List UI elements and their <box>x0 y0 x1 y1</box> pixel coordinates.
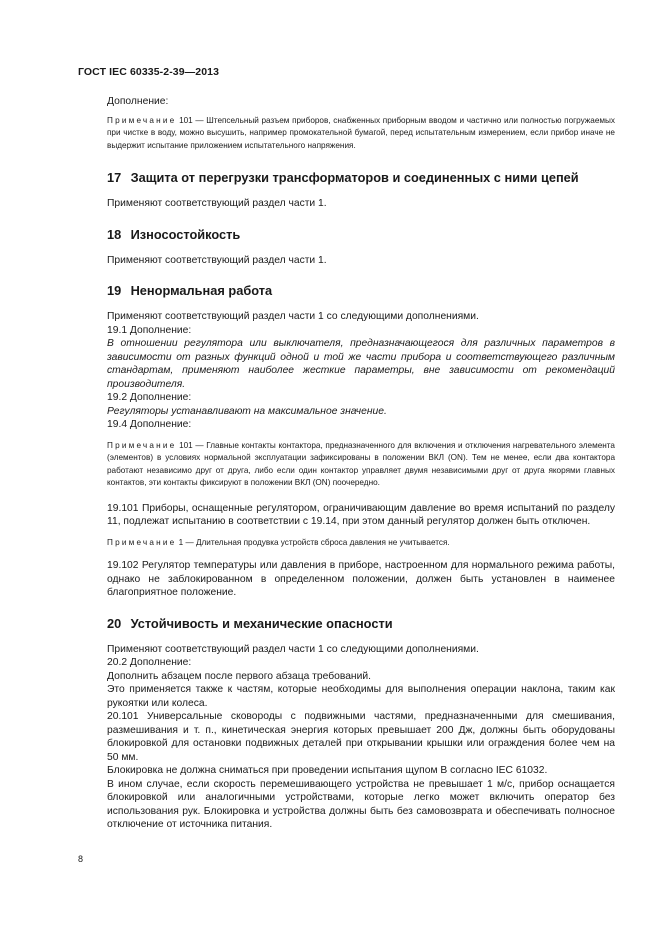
paragraph-addition: Дополнение: <box>107 96 169 107</box>
section-20-heading <box>107 616 615 631</box>
note-text: 101 — Главные контакты контактора, предназначенного для включения и отключения нагревательного элемента (элементов) в условиях нормальной эксплуатации зафиксированы в положении ВКЛ (ON). Тем не менее, если два контактора работают независимо друг от друга, либо если один контактор управляет двумя независимыми друг от друга якорями главных контактов, эти контакты фиксируют в положении ВКЛ (ON) поочередно. <box>107 440 615 487</box>
clause-20-2-extra: Это применяется также к частям, которые необходимы для выполнения операции наклона, таким как рукоятки или колеса. <box>107 684 615 709</box>
paragraph-apply-part1: Применяют соответствующий раздел части 1. <box>107 198 327 209</box>
section-number: 17 <box>107 170 122 185</box>
section-number: 20 <box>107 615 122 631</box>
section-number: 19 <box>107 283 122 298</box>
note-text: 101 — Штепсельный разъем приборов, снабженных приборным вводом и частично или полностью погружаемых при чистке в воду, можно высушить, например промокательной бумагой, перед испытательным измерением, если прибор иначе не выдержит испытание приложением испытательного напряжения. <box>107 115 615 150</box>
document-body <box>107 95 615 832</box>
clause-19-1-text: В отношении регулятора или выключателя, предназначающегося для различных параметров в зависимости от разных функций одной и той же части прибора и соответствующего различным стандартам, применяют наиболее жесткие параметры, вне зависимости от рекомендаций производителя. <box>107 338 615 390</box>
clause-19-2: 19.2 Дополнение: <box>107 392 192 403</box>
note-1-pressure <box>107 537 615 550</box>
clause-19-2-text: Регуляторы устанавливают на максимальное значение. <box>107 405 387 417</box>
paragraph-apply-additions: Применяют соответствующий раздел части 1 со следующими дополнениями. <box>107 643 479 655</box>
note-label: Примечание <box>107 537 177 547</box>
page-number: 8 <box>78 854 84 864</box>
document-header: ГОСТ IEC 60335-2-39—2013 <box>78 66 220 78</box>
clause-19-101: 19.101 Приборы, оснащенные регулятором, ограничивающим давление во время испытаний по разделу 11, подлежат испытанию в соответствии с 19.14, при этом данный регулятор должен быть отключен. <box>107 502 615 527</box>
clause-20-101-interlock: Блокировка не должна сниматься при проведении испытания щупом B согласно IEC 61032. <box>107 765 548 776</box>
clause-20-2-text: Дополнить абзацем после первого абзаца требований. <box>107 670 371 682</box>
clause-20-101-alternative: В ином случае, если скорость перемешивающего устройства не превышает 1 м/с, прибор оснащается блокировкой или аналогичными устройствами, которые легко может включить оператор без использования рук. Блокировка и устройства должны быть без самовозврата и обеспечивать полносное отключение от источника питания. <box>107 778 615 830</box>
section-title: Устойчивость и механические опасности <box>130 615 393 631</box>
note-101-contactor <box>107 440 615 490</box>
clause-20-101: 20.101 Универсальные сковороды с подвижными частями, предназначенными для смешивания, размешивания и т. п., кинетическая энергия которых превышает 200 Дж, должны быть оборудованы блокировкой для остановки подвижных деталей при открывании крышки или ограждения более чем на 50 мм. <box>107 711 615 763</box>
section-19-heading <box>107 283 615 298</box>
section-title: Защита от перегрузки трансформаторов и соединенных с ними цепей <box>130 170 579 185</box>
section-18-heading <box>107 227 615 242</box>
section-title: Износостойкость <box>130 226 241 242</box>
clause-20-2: 20.2 Дополнение: <box>107 657 192 668</box>
note-label: Примечание <box>107 115 177 125</box>
note-101-plug <box>107 115 615 153</box>
section-number: 18 <box>107 226 122 242</box>
note-label: Примечание <box>107 440 177 450</box>
paragraph-apply-part1: Применяют соответствующий раздел части 1. <box>107 254 327 266</box>
note-text: 1 — Длительная продувка устройств сброса давления не учитывается. <box>176 537 450 547</box>
clause-19-1: 19.1 Дополнение: <box>107 324 192 336</box>
clause-19-4: 19.4 Дополнение: <box>107 419 192 430</box>
paragraph-apply-additions: Применяют соответствующий раздел части 1 со следующими дополнениями. <box>107 311 479 322</box>
section-title: Ненормальная работа <box>130 283 273 298</box>
section-17-heading <box>107 170 615 185</box>
clause-19-102: 19.102 Регулятор температуры или давления в приборе, настроенном для нормального режима работы, однако не заблокированном в определенном положении, должен быть установлен в наименее благоприятное положение. <box>107 560 615 598</box>
